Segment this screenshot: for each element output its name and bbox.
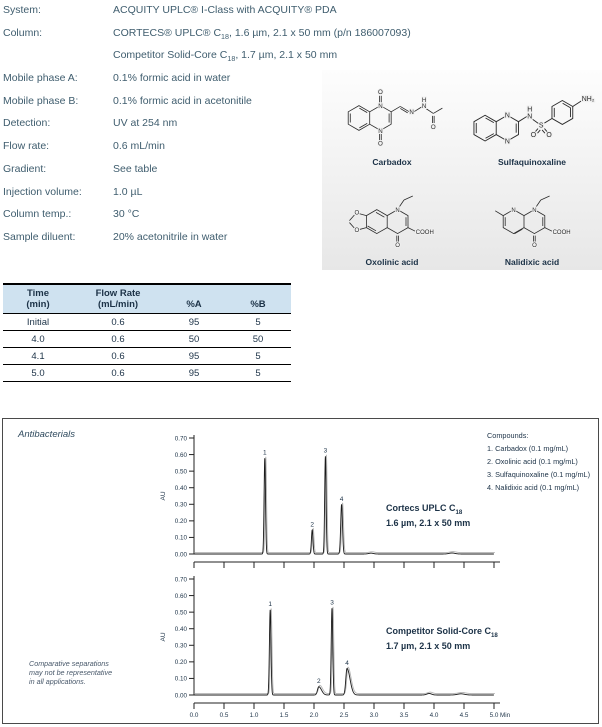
svg-text:2.0: 2.0 bbox=[309, 712, 319, 719]
svg-text:1: 1 bbox=[268, 601, 273, 609]
param-value: CORTECS® UPLC® $C_{18}$, 1.6 µm, 2.1 x 50 mm (p/n 186007093) bbox=[113, 26, 411, 41]
col-header-flow-rate: Flow Rate (mL/min) bbox=[73, 284, 163, 314]
param-row-system bbox=[3, 4, 337, 27]
param-value: 30 °C bbox=[113, 208, 140, 221]
param-row-column-1 bbox=[3, 26, 411, 50]
param-label: Injection volume: bbox=[3, 185, 82, 198]
svg-text:O: O bbox=[530, 131, 537, 139]
svg-text:O: O bbox=[354, 228, 360, 235]
carbadox-structure bbox=[322, 70, 462, 170]
param-row-flow-rate bbox=[3, 140, 333, 163]
cortecs-chart-label: Cortecs UPLC $C_{18}$ 1.6 µm, 2.1 x 50 mm bbox=[386, 503, 471, 528]
svg-text:0.20: 0.20 bbox=[174, 518, 187, 526]
svg-text:0.70: 0.70 bbox=[174, 576, 187, 584]
structures-panel bbox=[322, 70, 602, 270]
svg-text:5.0: 5.0 bbox=[489, 712, 499, 719]
svg-text:0.0: 0.0 bbox=[189, 712, 199, 719]
param-row-injection-volume bbox=[3, 186, 333, 209]
svg-text:AU: AU bbox=[160, 632, 167, 642]
svg-text:0.50: 0.50 bbox=[174, 609, 187, 617]
svg-text:N: N bbox=[504, 138, 510, 146]
param-label: Sample diluent: bbox=[3, 230, 76, 243]
sulfaquinoxaline-structure bbox=[462, 70, 602, 170]
legend-item: 3. Sulfaquinoxaline (0.1 mg/mL) bbox=[487, 470, 591, 479]
svg-text:N: N bbox=[409, 109, 414, 117]
svg-text:0.00: 0.00 bbox=[174, 551, 187, 559]
structure-name: Carbadox bbox=[372, 157, 412, 167]
svg-text:N: N bbox=[378, 102, 383, 110]
svg-text:3.5: 3.5 bbox=[399, 712, 409, 719]
carbadox-drawing bbox=[323, 80, 461, 156]
svg-text:4.5: 4.5 bbox=[459, 712, 469, 719]
param-row-mobile-phase-b bbox=[3, 95, 333, 118]
param-value: 0.1% formic acid in acetonitile bbox=[113, 94, 252, 107]
param-row-sample-diluent bbox=[3, 231, 333, 254]
svg-text:N: N bbox=[504, 112, 510, 120]
cortecs-chromatogram bbox=[131, 433, 601, 583]
structure-name: Nalidixic acid bbox=[504, 257, 560, 267]
svg-text:2: 2 bbox=[316, 678, 321, 686]
svg-text:N: N bbox=[532, 207, 537, 214]
svg-text:2: 2 bbox=[310, 521, 315, 529]
param-label: Detection: bbox=[3, 117, 51, 130]
svg-text:NH₂: NH₂ bbox=[581, 95, 595, 103]
svg-text:O: O bbox=[378, 140, 383, 148]
param-label: Column: bbox=[3, 26, 43, 39]
col-header-percent-a: %A bbox=[163, 284, 225, 314]
competitor-chromatogram bbox=[131, 574, 601, 724]
table-row: 4.1 0.6 95 5 bbox=[3, 348, 291, 365]
param-row-mobile-phase-a bbox=[3, 72, 333, 95]
figure-note: Comparative separations may not be representative in all applications. bbox=[29, 659, 113, 686]
oxolinic-acid-drawing bbox=[323, 180, 461, 256]
legend-title: Compounds: bbox=[487, 431, 529, 440]
svg-text:4.0: 4.0 bbox=[429, 712, 439, 719]
structure-name: Oxolinic acid bbox=[365, 257, 419, 267]
svg-text:0.60: 0.60 bbox=[174, 451, 187, 459]
table-row: 5.0 0.6 95 5 bbox=[3, 365, 291, 382]
table-row: Initial 0.6 95 5 bbox=[3, 314, 291, 331]
svg-text:0.30: 0.30 bbox=[174, 501, 187, 509]
svg-text:O: O bbox=[430, 124, 436, 132]
svg-text:0.5: 0.5 bbox=[219, 712, 229, 719]
svg-text:2.5: 2.5 bbox=[339, 712, 349, 719]
nalidixic-acid-drawing bbox=[463, 180, 601, 256]
svg-text:N: N bbox=[421, 103, 427, 111]
param-label: Mobile phase B: bbox=[3, 94, 79, 107]
svg-text:3: 3 bbox=[330, 599, 334, 607]
chromatogram-figure bbox=[2, 418, 599, 724]
svg-text:4: 4 bbox=[345, 659, 349, 667]
param-label: System: bbox=[3, 4, 41, 16]
svg-text:H: H bbox=[527, 106, 533, 114]
svg-text:H: H bbox=[421, 96, 427, 104]
param-label: Column temp.: bbox=[3, 208, 72, 221]
structure-name: Sulfaquinoxaline bbox=[497, 157, 566, 167]
param-value: 0.6 mL/min bbox=[113, 140, 165, 153]
param-row-detection bbox=[3, 117, 333, 140]
table-row: 4.0 0.6 50 50 bbox=[3, 331, 291, 348]
svg-text:O: O bbox=[354, 210, 360, 217]
svg-text:N: N bbox=[395, 207, 400, 214]
svg-text:O: O bbox=[546, 131, 552, 139]
svg-text:0.40: 0.40 bbox=[174, 626, 187, 634]
oxolinic-acid-structure bbox=[322, 170, 462, 270]
figure-title: Antibacterials bbox=[18, 429, 76, 440]
param-value: UV at 254 nm bbox=[113, 117, 178, 130]
param-row-column-2 bbox=[3, 49, 338, 72]
svg-text:0.70: 0.70 bbox=[174, 435, 187, 443]
gradient-table bbox=[3, 283, 291, 382]
svg-text:3.0: 3.0 bbox=[369, 712, 379, 719]
param-value: 20% acetonitrile in water bbox=[113, 230, 228, 243]
svg-text:COOH: COOH bbox=[552, 230, 571, 236]
legend-item: 2. Oxolinic acid (0.1 mg/mL) bbox=[487, 457, 578, 466]
svg-text:S: S bbox=[538, 122, 544, 130]
svg-text:O: O bbox=[532, 243, 537, 250]
svg-text:0.10: 0.10 bbox=[174, 675, 187, 683]
svg-text:0.20: 0.20 bbox=[174, 659, 187, 667]
competitor-chart-label: Competitor Solid-Core $C_{18}$ 1.7 µm, 2.1 x 50 mm bbox=[386, 626, 498, 651]
param-value: ACQUITY UPLC® I-Class with ACQUITY® PDA bbox=[113, 4, 337, 16]
param-value: See table bbox=[113, 162, 158, 175]
svg-text:Min: Min bbox=[500, 712, 511, 719]
col-header-percent-b: %B bbox=[225, 284, 291, 314]
param-value: Competitor Solid-Core $C_{18}$, 1.7 µm, 2.1 x 50 mm bbox=[113, 49, 338, 64]
sulfaquinoxaline-drawing bbox=[463, 80, 601, 156]
svg-text:1: 1 bbox=[262, 449, 267, 457]
svg-text:0.40: 0.40 bbox=[174, 485, 187, 493]
col-header-time: Time (min) bbox=[3, 284, 73, 314]
param-value: 1.0 µL bbox=[113, 185, 143, 198]
param-row-gradient bbox=[3, 163, 333, 186]
param-label bbox=[3, 49, 113, 72]
svg-text:3: 3 bbox=[323, 447, 328, 455]
svg-text:N: N bbox=[378, 127, 383, 135]
svg-text:O: O bbox=[395, 243, 400, 250]
gradient-table-header-row bbox=[3, 284, 291, 314]
svg-text:1.5: 1.5 bbox=[279, 712, 289, 719]
legend-item: 4. Nalidixic acid (0.1 mg/mL) bbox=[487, 483, 580, 492]
svg-text:4: 4 bbox=[339, 495, 344, 503]
svg-text:O: O bbox=[378, 89, 383, 97]
param-label: Mobile phase A: bbox=[3, 72, 78, 85]
legend-item: 1. Carbadox (0.1 mg/mL) bbox=[487, 444, 569, 453]
svg-text:1.0: 1.0 bbox=[249, 712, 259, 719]
svg-text:0.30: 0.30 bbox=[174, 642, 187, 650]
svg-text:N: N bbox=[527, 113, 533, 121]
svg-text:COOH: COOH bbox=[415, 230, 434, 236]
nalidixic-acid-structure bbox=[462, 170, 602, 270]
svg-text:0.50: 0.50 bbox=[174, 468, 187, 476]
param-label: Gradient: bbox=[3, 162, 47, 175]
svg-text:0.60: 0.60 bbox=[174, 592, 187, 600]
svg-text:0.10: 0.10 bbox=[174, 534, 187, 542]
svg-text:N: N bbox=[511, 207, 516, 214]
svg-text:0.00: 0.00 bbox=[174, 692, 187, 700]
param-label: Flow rate: bbox=[3, 140, 50, 153]
svg-text:AU: AU bbox=[160, 491, 167, 501]
param-value: 0.1% formic acid in water bbox=[113, 72, 231, 85]
param-row-column-temp bbox=[3, 208, 333, 231]
